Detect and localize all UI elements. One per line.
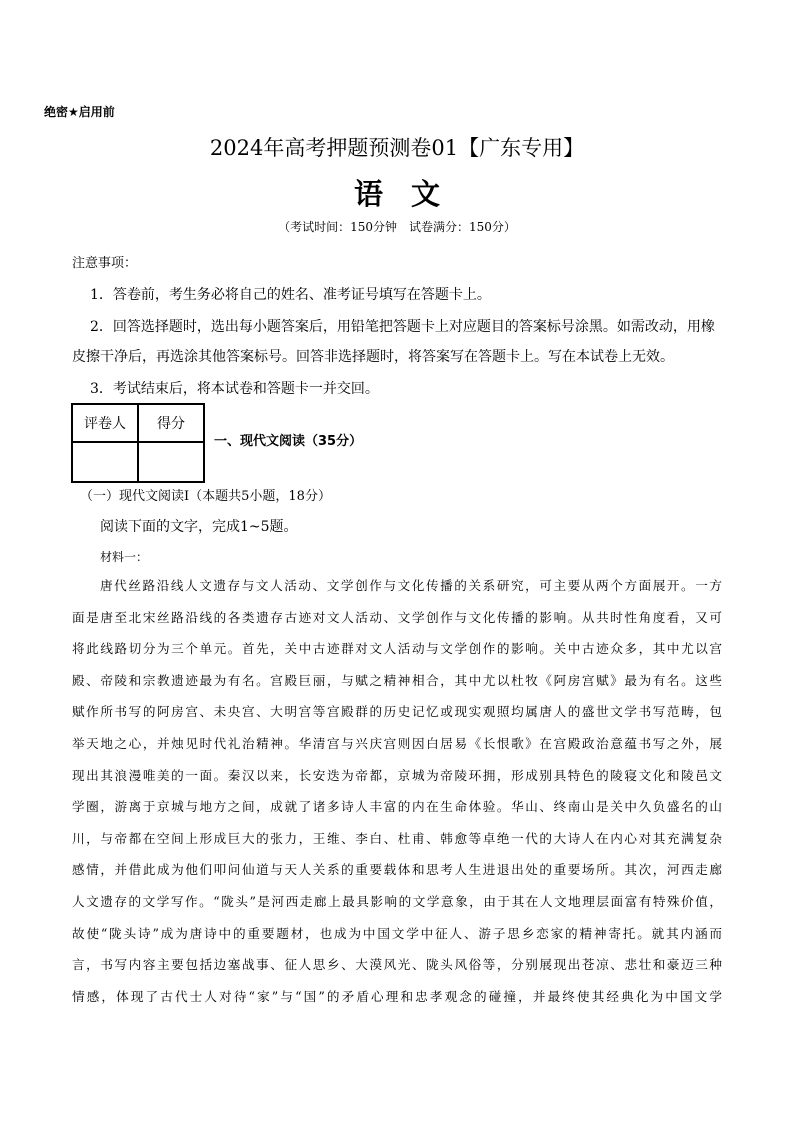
note-item-3: 3．考试结束后，将本试卷和答题卡一并交回。 xyxy=(90,381,379,397)
passage-line: 言，书写内容主要包括边塞战事、征人思乡、大漠风光、陇头风俗等，分别展现出苍凉、悲壮和豪迈三种 xyxy=(72,957,722,973)
grading-table xyxy=(71,403,205,483)
passage-line: 川，与帝都在空间上形成巨大的张力，王维、李白、杜甫、韩愈等卓绝一代的大诗人在内心对其充满复杂 xyxy=(72,830,722,846)
note-item-2-line-1: 2．回答选择题时，选出每小题答案后，用铅笔把答题卡上对应题目的答案标号涂黑。如需改动，用橡 xyxy=(90,319,715,335)
material-label: 材料一： xyxy=(100,550,149,564)
passage-line: 举天地之心，并烛见时代礼治精神。华清宫与兴庆宫则因白居易《长恨歌》在宫殿政治意蕴书写之外，展 xyxy=(72,735,722,751)
note-item-1: 1．答卷前，考生务必将自己的姓名、准考证号填写在答题卡上。 xyxy=(90,287,491,303)
passage-line: 学圈，游离于京城与地方之间，成就了诸多诗人丰富的内在生命体验。华山、终南山是关中久负盛名的山 xyxy=(72,799,722,815)
section-heading: 一、现代文阅读（35分） xyxy=(214,434,363,449)
subject-title: 语文 xyxy=(353,177,468,211)
passage xyxy=(72,576,722,1018)
passage-line: 情感，体现了古代士人对待“家”与“国”的矛盾心理和忠孝观念的碰撞，并最终使其经典化为中国文学 xyxy=(72,988,722,1004)
subsection-heading: （一）现代文阅读Ⅰ（本题共5小题，18分） xyxy=(80,489,331,504)
grader-header: 评卷人 xyxy=(72,404,138,442)
passage-line: 现出其浪漫唯美的一面。秦汉以来，长安迭为帝都，京城为帝陵环拥，形成别具特色的陵寝文化和陵邑文 xyxy=(72,767,722,783)
score-cell xyxy=(138,442,204,482)
passage-line: 人文遗存的文学写作。“陇头”是河西走廊上最具影响的文学意象，由于其在人文地理层面富有特殊价值， xyxy=(72,893,722,909)
exam-info: （考试时间：150分钟 试卷满分：150分） xyxy=(278,220,516,234)
confidential-label: 绝密★启用前 xyxy=(44,105,115,119)
passage-line: 赋作所书写的阿房宫、未央宫、大明宫等宫殿群的历史记忆或现实观照均属唐人的盛世文学书写范畴，包 xyxy=(72,704,722,720)
passage-line: 故使“陇头诗”成为唐诗中的重要题材，也成为中国文学中征人、游子思乡恋家的精神寄托。就其内涵而 xyxy=(72,925,722,941)
exam-title: 2024年高考押题预测卷01【广东专用】 xyxy=(209,136,585,160)
passage-line: 将此线路切分为三个单元。首先，关中古迹群对文人活动与文学创作的影响。关中古迹众多，其中尤以宫 xyxy=(72,641,722,657)
notes-heading: 注意事项： xyxy=(72,256,138,271)
passage-line: 唐代丝路沿线人文遗存与文人活动、文学创作与文化传播的关系研究，可主要从两个方面展开。一方 xyxy=(100,578,722,593)
passage-line: 殿、帝陵和宗教遗迹最为有名。宫殿巨丽，与赋之精神相合，其中尤以杜牧《阿房宫赋》最为有名。这些 xyxy=(72,672,722,688)
passage-line: 面是唐至北宋丝路沿线的各类遗存古迹对文人活动、文学创作与文化传播的影响。从共时性角度看，又可 xyxy=(72,609,722,625)
grader-cell xyxy=(72,442,138,482)
note-item-2-line-2: 皮擦干净后，再选涂其他答案标号。回答非选择题时，将答案写在答题卡上。写在本试卷上无效。 xyxy=(72,349,674,365)
score-header: 得分 xyxy=(138,404,204,442)
reading-instruction: 阅读下面的文字，完成1~5题。 xyxy=(100,519,298,535)
passage-line: 感情，并借此成为他们叩问仙道与天人关系的重要载体和思考人生进退出处的重要场所。其次，河西走廊 xyxy=(72,862,722,878)
